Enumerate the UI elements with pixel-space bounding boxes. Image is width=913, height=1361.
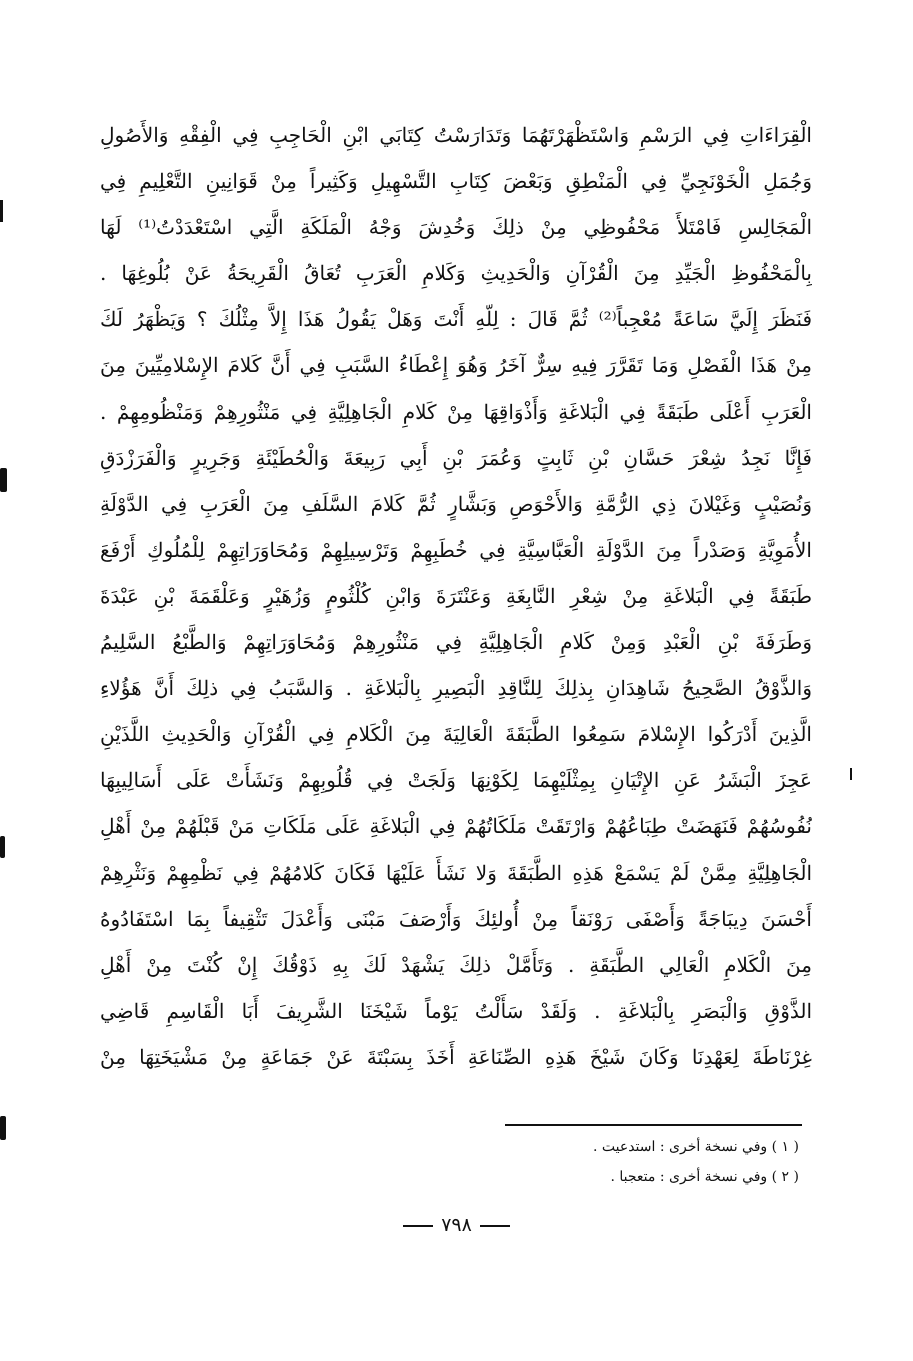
text-line: وَنُصَيْبٍ وَغَيْلانَ ذِي الرُّمَّةِ وَالأَحْوَصِ وَبَشَّارٍ ثُمَّ كَلامَ السَّلَفِ مِنَ الْعَرَبِ فِي الدَّوْلَةِ xyxy=(100,491,812,516)
text-line: فَإِنَّا نَجِدُ شِعْرَ حَسَّانِ بْنِ ثَابِتٍ وَعُمَرَ بْنِ أَبِي رَبِيعَةَ وَالْحُطَيْئَةِ وَجَرِيرٍ وَالْفَرَزْدَقِ xyxy=(100,445,812,470)
text-line: الْقِرَاءَاتِ فِي الرَسْمِ وَاسْتَظْهَرْتَهُمَا وَتَدَارَسْتُ كِتَابَي ابْنِ الْحَاجِبِ فِي الْفِقْهِ وَالأَصُولِ xyxy=(100,123,812,147)
footnote-1: ( ١ ) وفي نسخة أخرى : استدعيت . xyxy=(592,1139,799,1155)
text-line: الأُمَوِيَّةِ وَصَدْراً مِنَ الدَّوْلَةِ الْعَبَّاسِيَّةِ فِي خُطَبِهِمْ وَتَرْسِيلِهِمْ وَمُحَاوَرَاتِهِمْ لِلْمُلُوكِ أَرْفَعَ xyxy=(100,537,812,562)
text-line: فَنَظَرَ إِلَيَّ سَاعَةً مُعْجِباً⁽²⁾ ثُمَّ قَالَ : لِلّهِ أَنْتَ وَهَلْ يَقُولُ هَذَا إِلاَّ مِثْلُكَ ؟ وَيَظْهَرُ لَكَ xyxy=(100,307,812,332)
page-number-block xyxy=(0,1210,913,1240)
footnote-separator xyxy=(505,1124,802,1126)
scan-edge-mark xyxy=(0,836,5,858)
text-line: الَّذِينَ أَدْرَكُوا الإِسْلامَ سَمِعُوا الطَّبَقَةَ الْعَالِيَةَ مِنَ الْكَلامِ فِي الْقُرْآنِ وَالْحَدِيثِ اللَّذَيْنِ xyxy=(100,722,812,747)
text-line: نُفُوسُهُمْ فَنَهَضَتْ طِبَاعُهُمْ وَارْتَقَتْ مَلَكَاتُهُمْ فِي الْبَلاغَةِ عَلَى مَلَكَاتِ مَنْ قَبْلَهُمْ مِنْ أَهْلِ xyxy=(100,814,812,839)
main-text-block xyxy=(100,112,812,1080)
text-line: وَالذَّوْقُ الصَّحِيحُ شَاهِدَانِ بِذلِكَ لِلنَّاقِدِ الْبَصِيرِ بِالْبَلاغَةِ . وَالسَّبَبُ فِي ذلِكَ أَنَّ هَؤُلاءِ xyxy=(100,676,812,701)
scan-edge-mark xyxy=(0,468,7,492)
footnote-2: ( ٢ ) وفي نسخة أخرى : متعجبا . xyxy=(610,1169,799,1185)
text-line: طَبَقَةً فِي الْبَلاغَةِ مِنْ شِعْرِ النَّابِغَةِ وَعَنْتَرَةَ وَابْنِ كُلْثُومٍ وَزُهَيْرٍ وَعَلْقَمَةَ بْنِ عَبْدَةَ xyxy=(100,583,812,608)
scan-margin-mark xyxy=(850,768,852,780)
text-line: مِنْ هَذَا الْفَصْلِ وَمَا تَقَرَّرَ فِيهِ سِرٌّ آخَرُ وَهُوَ إِعْطَاءُ السَّبَبِ فِي أَنَّ كَلامَ الإِسْلامِيِّينَ مِنَ xyxy=(100,353,812,378)
text-line: بِالْمَحْفُوظِ الْجَيِّدِ مِنَ الْقُرْآنِ وَالْحَدِيثِ وَكَلامِ الْعَرَبِ تُعَاقُ الْقَرِيحَةُ عَنْ بُلُوغِهَا . xyxy=(100,261,812,286)
scan-edge-mark xyxy=(0,1116,6,1140)
text-line: الذَّوْقِ وَالْبَصَرِ بِالْبَلاغَةِ . وَلَقَدْ سَأَلْتُ يَوْماً شَيْخَنَا الشَّرِيفَ أَبَا الْقَاسِمِ قَاضِي xyxy=(100,998,812,1023)
text-line: الْجَاهِلِيَّةِ مِمَّنْ لَمْ يَسْمَعْ هَذِهِ الطَّبَقَةَ وَلا نَشَأَ عَلَيْهَا فَكَانَ كَلامُهُمْ فِي نَظْمِهِمْ وَنَثْرِهِمْ xyxy=(100,860,812,885)
footnotes xyxy=(499,1132,799,1192)
page-number: ٧٩٨ xyxy=(441,1214,472,1236)
text-line: عَجِزَ الْبَشَرُ عَنِ الإِتْيَانِ بِمِثْلَيْهِمَا لِكَوْنِهَا وَلَجَتْ فِي قُلُوبِهِمْ وَنَشَأَتْ عَلَى أَسَالِيبِهَا xyxy=(100,768,812,793)
text-line: الْعَرَبِ أَعْلَى طَبَقَةً فِي الْبَلاغَةِ وَأَذْوَاقِهَا مِنْ كَلامِ الْجَاهِلِيَّةِ فِي مَنْثُورِهِمْ وَمَنْظُومِهِمْ . xyxy=(100,399,812,424)
page-number-dash-right xyxy=(480,1225,510,1227)
text-line: وَجُمَلِ الْخَوْنَجِيِّ فِي الْمَنْطِقِ وَبَعْضَ كِتَابِ التَّسْهِيلِ وَكَثِيراً مِنْ قَوَانِينِ التَّعْلِيمِ فِي xyxy=(100,169,812,194)
scan-edge-mark xyxy=(0,200,3,222)
page-number-dash-left xyxy=(403,1225,433,1227)
text-line: أَحْسَنَ دِيبَاجَةً وَأَصْفَى رَوْنَقاً مِنْ أُولئِكَ وَأَرْصَفَ مَبْنَى وَأَعْدَلَ تَثْقِيفاً بِمَا اسْتَفَادُوهُ xyxy=(100,906,812,931)
text-line: مِنَ الْكَلامِ الْعَالِي الطَّبَقَةِ . وَتَأَمَّلْ ذلِكَ يَشْهَدْ لَكَ بِهِ ذَوْقُكَ إِنْ كُنْتَ مِنْ أَهْلِ xyxy=(100,952,812,977)
text-line: غِرْنَاطَةَ لِعَهْدِنَا وَكَانَ شَيْخَ هَذِهِ الصِّنَاعَةِ أَخَذَ بِسَبْتَةَ عَنْ جَمَاعَةٍ مِنْ مَشْيَخَتِهَا مِنْ xyxy=(100,1044,812,1069)
text-line: الْمَجَالِسِ فَامْتَلأَ مَحْفُوظِي مِنْ ذلِكَ وَخُدِشَ وَجْهُ الْمَلَكَةِ الَّتِي اسْتَعْدَدْتُ⁽¹⁾ لَهَا xyxy=(100,215,812,240)
text-line: وَطَرَفَةَ بْنِ الْعَبْدِ وَمِنْ كَلامِ الْجَاهِلِيَّةِ فِي مَنْثُورِهِمْ وَمُحَاوَرَاتِهِمْ وَالطَّبْعُ السَّلِيمُ xyxy=(100,630,812,655)
